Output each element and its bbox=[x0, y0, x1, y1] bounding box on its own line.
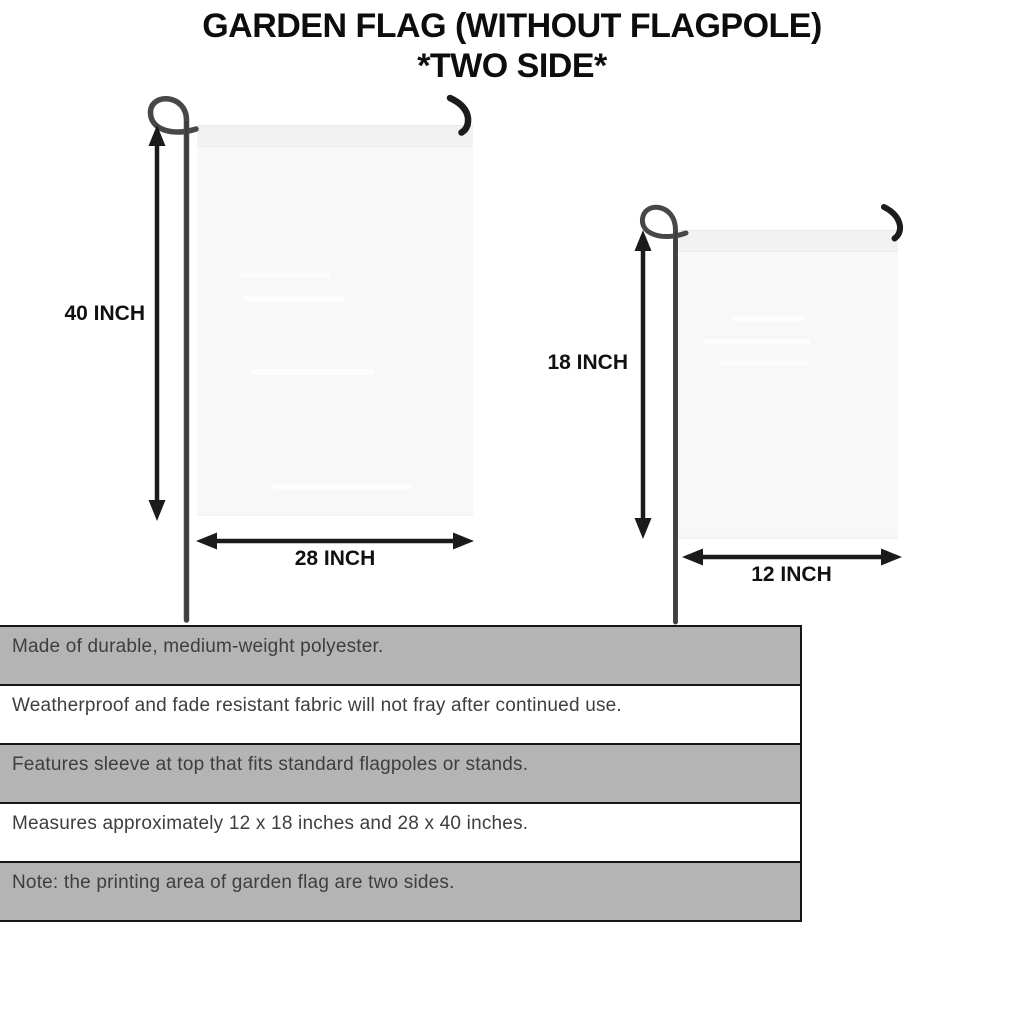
fabric-highlight bbox=[720, 361, 808, 366]
feature-text: Weatherproof and fade resistant fabric will not fray after continued use. bbox=[12, 695, 622, 716]
feature-row-note bbox=[0, 863, 800, 920]
fabric-highlight bbox=[240, 273, 330, 278]
feature-row-weatherproof bbox=[0, 686, 800, 745]
small-flag-height-arrow bbox=[635, 230, 652, 539]
feature-text: Made of durable, medium-weight polyester. bbox=[12, 636, 384, 657]
large-flag-height-arrow bbox=[149, 125, 166, 521]
feature-row-measurements bbox=[0, 804, 800, 863]
fabric-highlight bbox=[252, 369, 374, 375]
large-flag-height-label: 40 INCH bbox=[64, 302, 145, 325]
feature-row-material bbox=[0, 627, 800, 686]
fabric-highlight bbox=[243, 296, 345, 302]
feature-text: Features sleeve at top that fits standard flagpoles or stands. bbox=[12, 754, 529, 775]
small-flag-height-label: 18 INCH bbox=[547, 351, 628, 374]
large-flag-pole-icon bbox=[150, 99, 196, 620]
small-flag-preview bbox=[678, 230, 898, 539]
fabric-highlight bbox=[703, 339, 811, 344]
feature-text: Note: the printing area of garden flag are two sides. bbox=[12, 872, 455, 893]
page-title: GARDEN FLAG (WITHOUT FLAGPOLE) bbox=[202, 7, 822, 45]
feature-text: Measures approximately 12 x 18 inches and 28 x 40 inches. bbox=[12, 813, 529, 834]
title-block bbox=[0, 6, 1024, 86]
small-flag-width-label: 12 INCH bbox=[751, 563, 832, 586]
large-flag-sleeve bbox=[197, 126, 473, 147]
large-flag-width-label: 28 INCH bbox=[294, 547, 376, 570]
fabric-highlight bbox=[272, 484, 412, 489]
feature-row-sleeve bbox=[0, 745, 800, 804]
large-flag-preview bbox=[197, 125, 473, 516]
small-flag-sleeve bbox=[678, 231, 898, 252]
fabric-highlight bbox=[733, 316, 805, 321]
page-subtitle: *TWO SIDE* bbox=[417, 47, 607, 85]
features-table bbox=[0, 625, 802, 922]
